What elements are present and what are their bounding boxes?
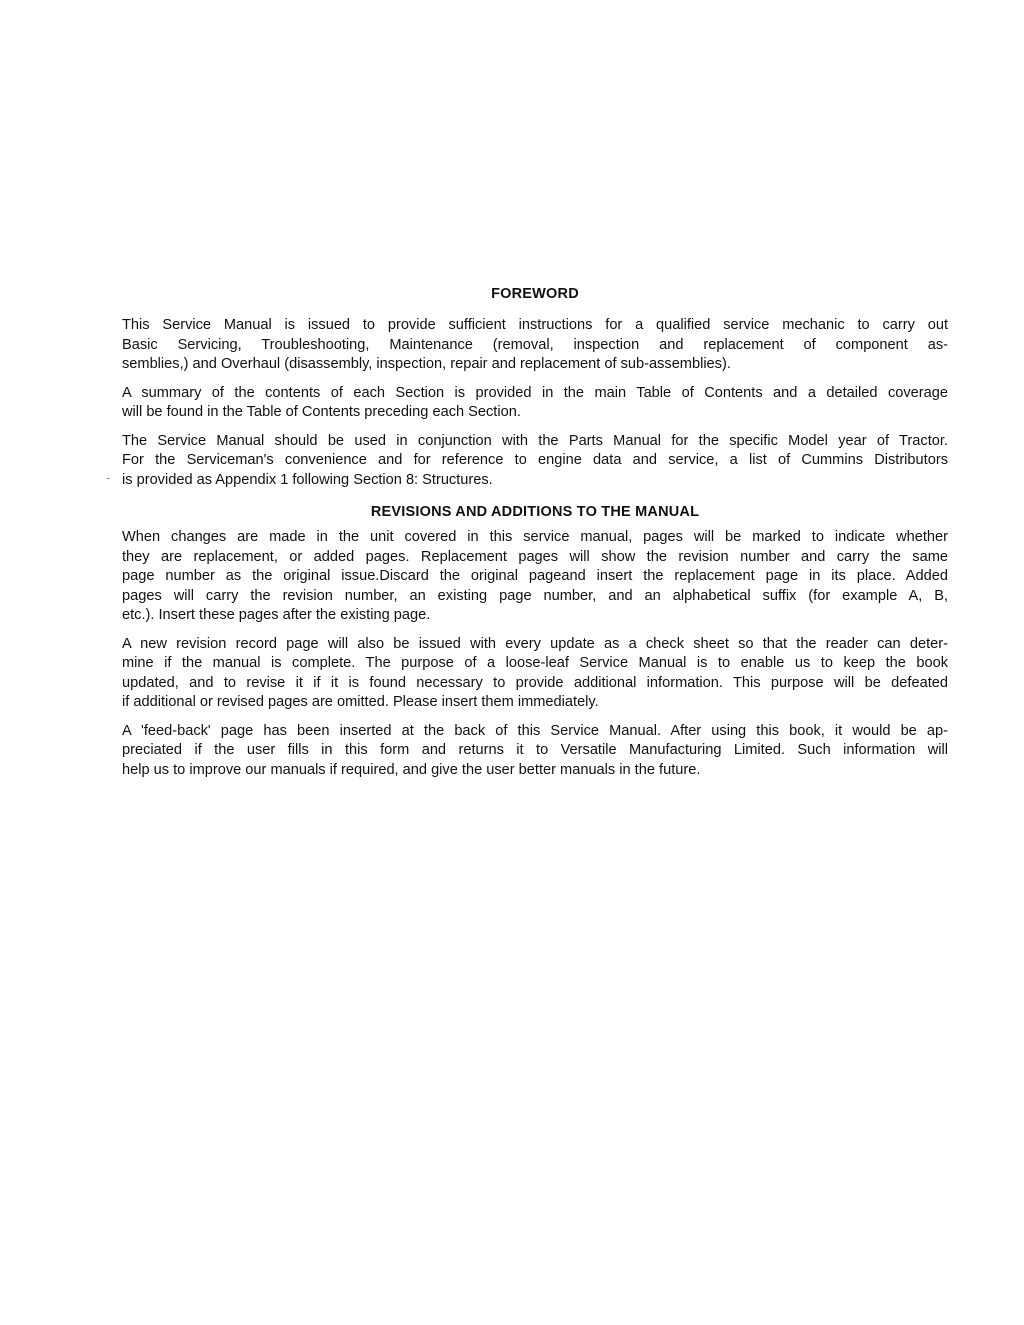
text-line: is provided as Appendix 1 following Section 8: Structures. [122,471,493,488]
text-line: This Service Manual is issued to provide sufficient instructions for a qualified service mechanic to carry out [122,317,948,333]
text-line: page number as the original issue.Discard the original pageand insert the replacement page in its place. Added [122,568,948,584]
revisions-paragraph-3 [122,722,948,781]
text-line: The Service Manual should be used in conjunction with the Parts Manual for the specific Model year of Tractor. [122,432,948,449]
text-line: preciated if the user fills in this form and returns it to Versatile Manufacturing Limited. Such information will [122,742,948,758]
text-line: Basic Servicing, Troubleshooting, Maintenance (removal, inspection and replacement of component as- [122,336,948,353]
revisions-paragraph-2 [122,635,948,713]
text-line: A new revision record page will also be issued with every update as a check sheet so that the reader can deter- [122,635,948,652]
foreword-paragraph-3 [122,432,948,491]
text-line: For the Serviceman's convenience and for reference to engine data and service, a list of Cummins Distributors [122,452,948,468]
text-line: if additional or revised pages are omitted. Please insert them immediately. [122,694,599,710]
text-line: updated, and to revise it if it is found necessary to provide additional information. This purpose will be defeated [122,674,948,691]
text-line: A summary of the contents of each Section is provided in the main Table of Contents and a detailed coverage [122,384,948,401]
text-line: A 'feed-back' page has been inserted at the back of this Service Manual. After using this book, it would be ap- [122,722,948,739]
foreword-paragraph-1 [122,316,948,375]
text-line: pages will carry the revision number, an existing page number, and an alphabetical suffix (for example A, B, [122,587,948,604]
text-line: mine if the manual is complete. The purpose of a loose-leaf Service Manual is to enable us to keep the book [122,655,948,671]
revisions-heading: REVISIONS AND ADDITIONS TO THE MANUAL [370,504,700,520]
margin-mark [107,478,110,479]
text-line: they are replacement, or added pages. Replacement pages will show the revision number and carry the same [122,548,948,565]
revisions-paragraph-1 [122,528,948,626]
text-line: will be found in the Table of Contents preceding each Section. [122,404,521,420]
text-line: help us to improve our manuals if required, and give the user better manuals in the future. [122,761,701,778]
text-line: etc.). Insert these pages after the existing page. [122,607,431,623]
foreword-paragraph-2 [122,384,948,423]
text-line: When changes are made in the unit covered in this service manual, pages will be marked to indicate whether [122,529,948,545]
text-line: semblies,) and Overhaul (disassembly, inspection, repair and replacement of sub-assemblies). [122,356,731,372]
foreword-heading: FOREWORD [491,286,579,302]
page-content [122,286,948,789]
